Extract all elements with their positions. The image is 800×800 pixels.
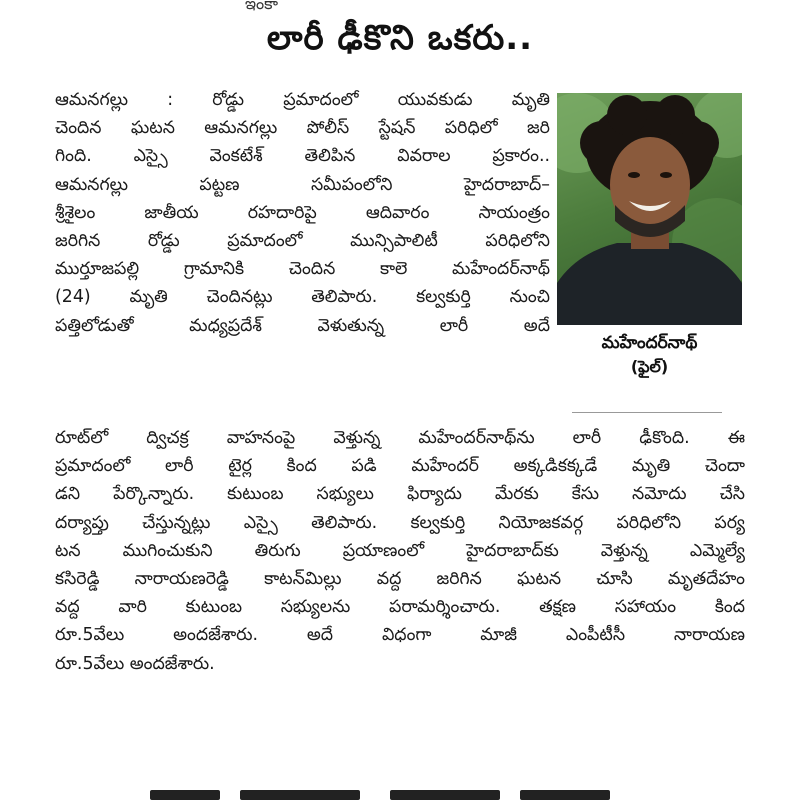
article-body-wide-column xyxy=(55,424,745,678)
photo-caption-name: మహేందర్‌నాథ్ xyxy=(601,333,698,353)
body-line: ఆమనగల్లు : రోడ్డు ప్రమాదంలో యువకుడు మృతి xyxy=(55,90,550,110)
body-line: జరిగిన రోడ్డు ప్రమాదంలో మున్సిపాలిటీ పరిధిలోని xyxy=(55,231,550,252)
previous-headline-text: ఇంకా xyxy=(245,0,279,13)
article-headline: లారీ ఢీకొని ఒకరు.. xyxy=(266,18,534,58)
body-line: చెందిన ఘటన ఆమనగల్లు పోలీస్ స్టేషన్ పరిధిలో జరి xyxy=(55,118,550,139)
body-line: డని పేర్కొన్నారు. కుటుంబ సభ్యులు ఫిర్యాదు మేరకు కేసు నమోదు చేసి xyxy=(55,484,745,505)
body-line: ముర్తూజపల్లి గ్రామానికి చెందిన కాలె మహేందర్‌నాథ్ xyxy=(55,259,550,280)
person-photo xyxy=(557,93,742,325)
cropped-glyph xyxy=(240,790,360,800)
body-line: రూ.5వేలు అందజేశారు. అదే విధంగా మాజీ ఎంపీటీసీ నారాయణ xyxy=(55,625,745,646)
body-line: వద్ద వారి కుటుంబ సభ్యులను పరామర్శించారు. తక్షణ సహాయం కింద xyxy=(55,597,745,618)
cropped-glyph xyxy=(520,790,610,800)
body-line: దర్యాప్తు చేస్తున్నట్లు ఎస్సై తెలిపారు. కల్వకుర్తి నియోజకవర్గ పరిధిలోని పర్య xyxy=(55,512,745,533)
body-line: ఆమనగల్లు పట్టణ సమీపంలోని హైదరాబాద్– xyxy=(55,174,550,195)
body-line: కసిరెడ్డి నారాయణరెడ్డి కాటన్‌మిల్లు వద్ద జరిగిన ఘటన చూసి మృతదేహం xyxy=(55,569,745,590)
body-line: రూట్‌లో ద్విచక్ర వాహనంపై వెళ్తున్న మహేందర్‌నాథ్‌ను లారీ ఢీకొంది. ఈ xyxy=(55,428,745,448)
body-line: రూ.5వేలు అందజేశారు. xyxy=(55,653,215,674)
previous-headline-fragment xyxy=(0,0,800,14)
body-line: శ్రీశైలం జాతీయ రహదారిపై ఆదివారం సాయంత్రం xyxy=(55,202,550,223)
article-body-narrow-column xyxy=(55,86,550,340)
body-line: టన ముగించుకుని తిరుగు ప్రయాణంలో హైదరాబాద్‌కు వెళ్తున్న ఎమ్మెల్యే xyxy=(55,540,745,561)
body-line: గింది. ఎస్సై వెంకటేశ్ తెలిపిన వివరాల ప్రకారం.. xyxy=(55,146,550,167)
body-line: (24) మృతి చెందినట్లు తెలిపారు. కల్వకుర్తి నుంచి xyxy=(55,287,550,308)
caption-divider xyxy=(572,412,722,413)
cropped-glyph xyxy=(150,790,220,800)
person-portrait-illustration xyxy=(557,93,742,325)
cropped-glyph xyxy=(390,790,500,800)
body-line: ప్రమాదంలో లారీ టైర్ల కింద పడి మహేందర్ అక్కడికక్కడే మృతి చెందా xyxy=(55,456,745,477)
next-headline-cropped xyxy=(0,782,800,800)
photo-caption-file-label: (ఫైల్) xyxy=(630,357,669,376)
body-line: పత్తిలోడుతో మధ్యప్రదేశ్ వెళుతున్న లారీ అదే xyxy=(55,315,550,336)
